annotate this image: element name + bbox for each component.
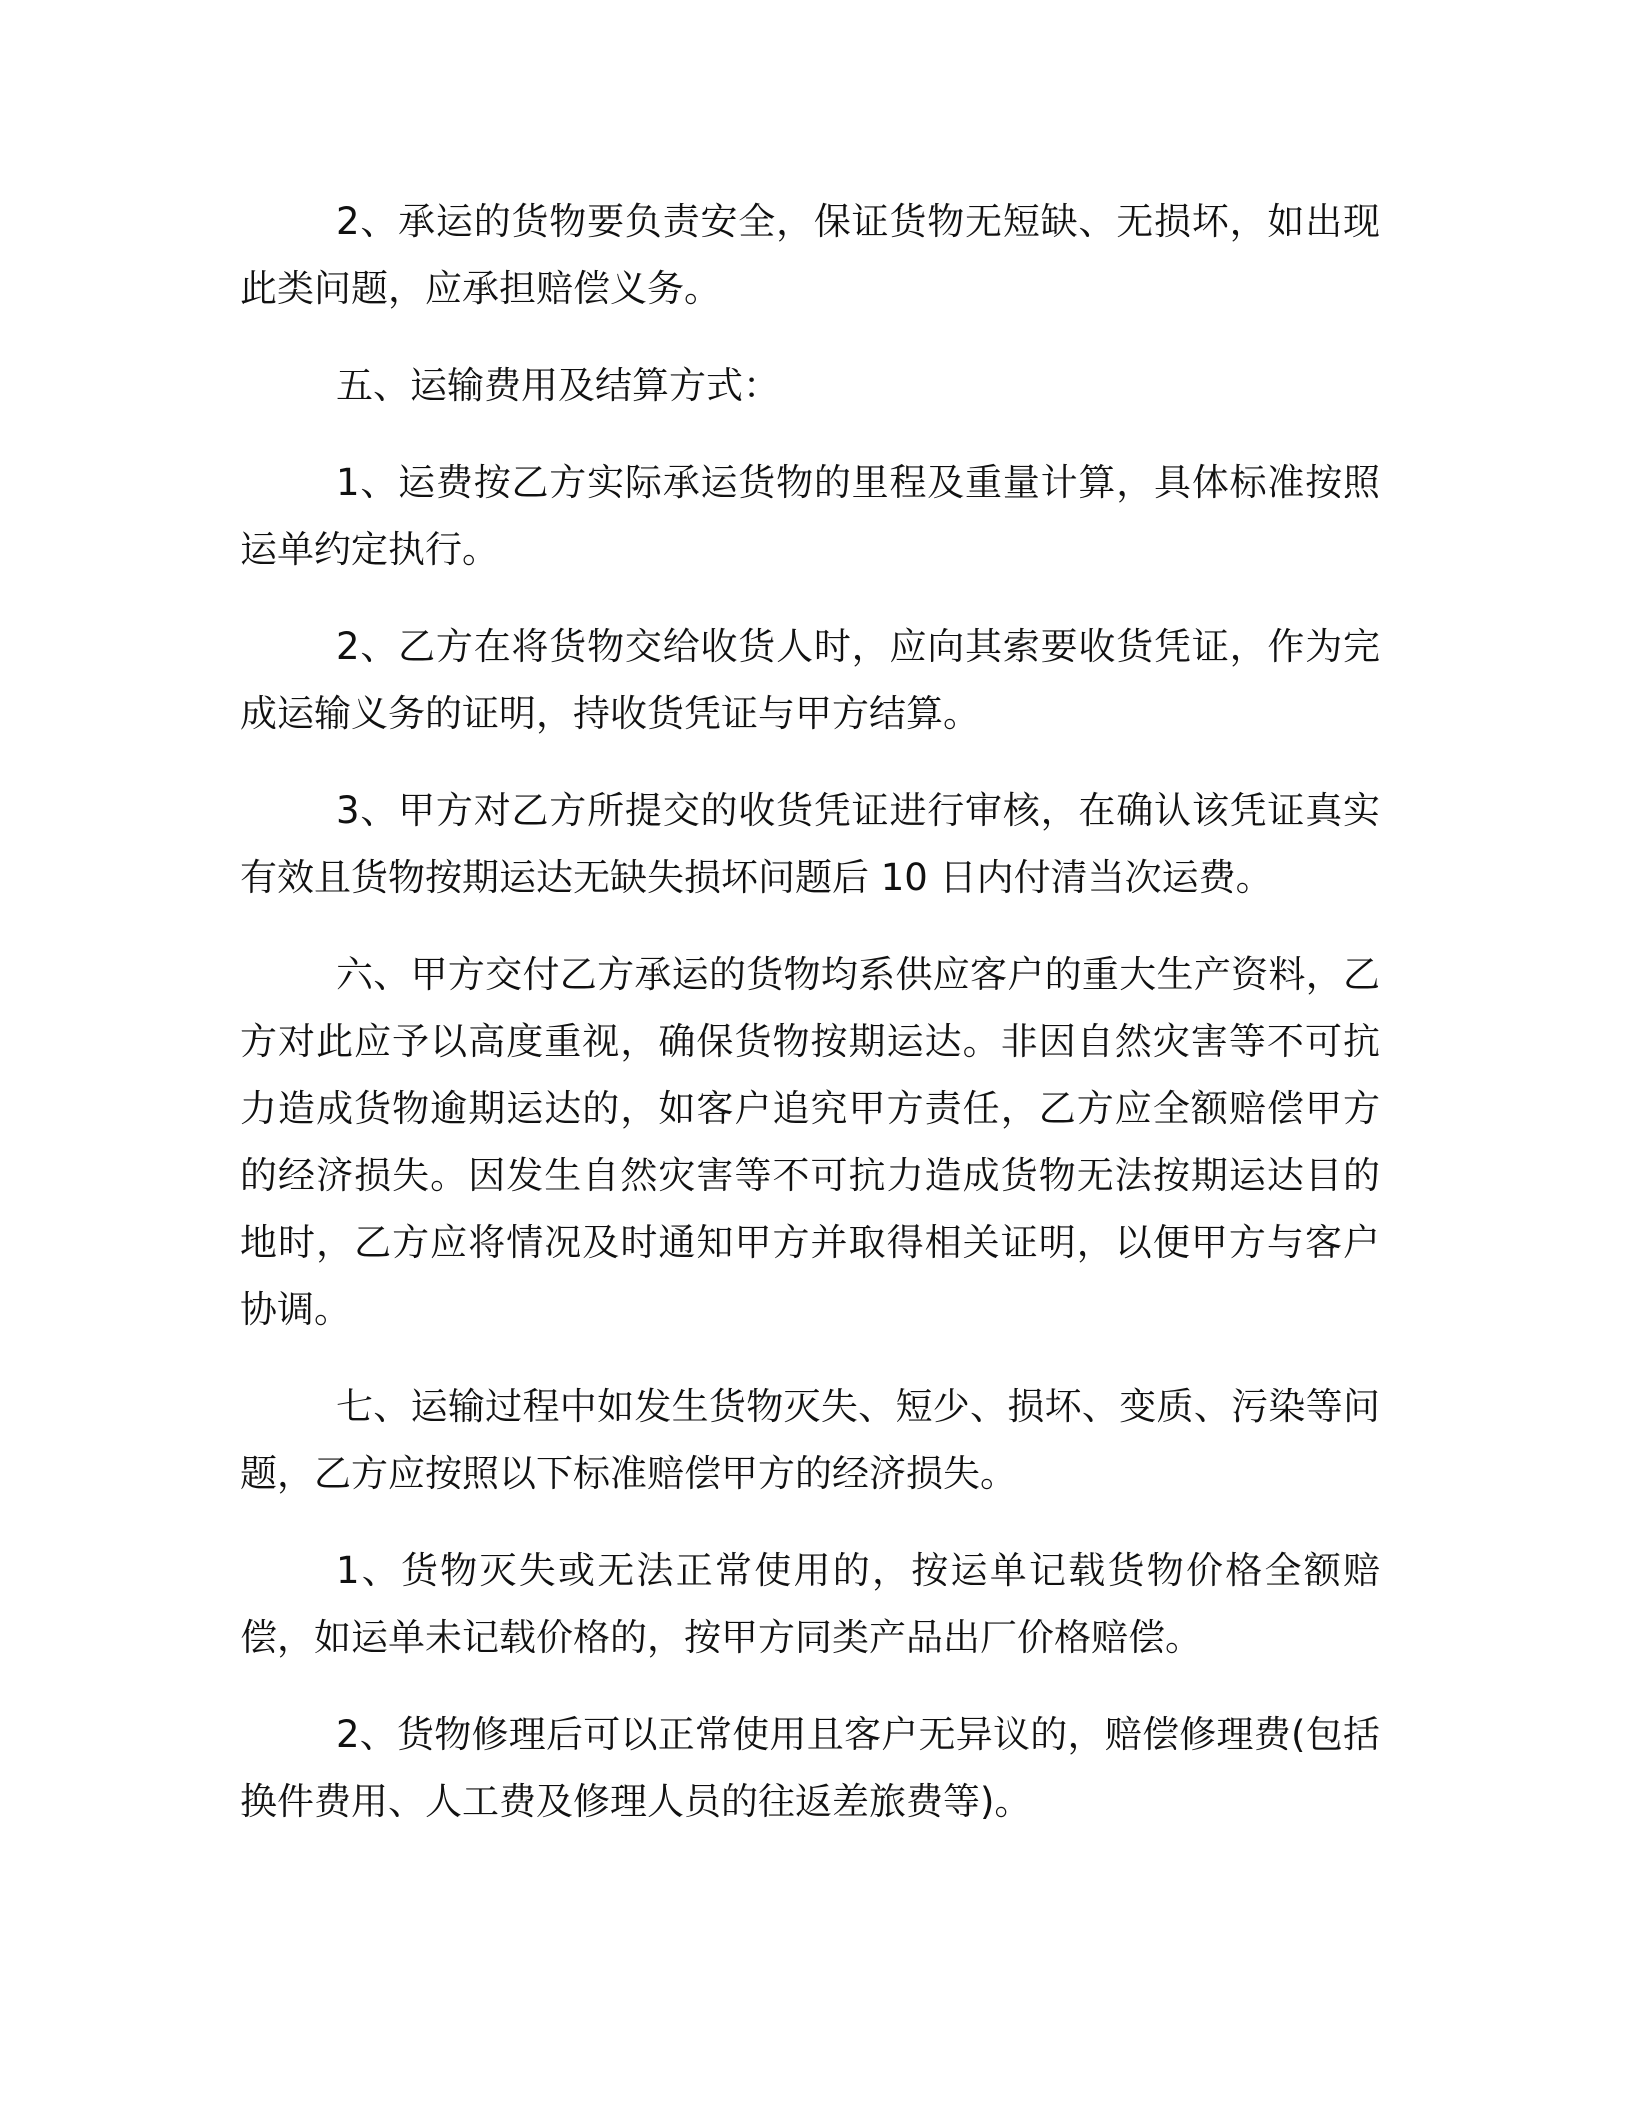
- paragraph-payment-review: 3、甲方对乙方所提交的收货凭证进行审核，在确认该凭证真实有效且货物按期运达无缺失损坏问题后 10 日内付清当次运费。: [240, 789, 1380, 899]
- section-paragraph-loss-compensation: 七、运输过程中如发生货物灭失、短少、损坏、变质、污染等问题，乙方应按照以下标准赔偿甲方的经济损失。: [240, 1385, 1380, 1495]
- paragraph-cargo-safety: 2、承运的货物要负责安全，保证货物无短缺、无损坏，如出现此类问题，应承担赔偿义务。: [240, 200, 1380, 310]
- section-heading-fees-settlement: 五、运输费用及结算方式：: [336, 364, 780, 407]
- paragraph-delivery-receipt: 2、乙方在将货物交给收货人时，应向其索要收货凭证，作为完成运输义务的证明，持收货凭证与甲方结算。: [240, 625, 1380, 735]
- document-page: [240, 188, 1380, 1865]
- section-paragraph-timely-delivery: 六、甲方交付乙方承运的货物均系供应客户的重大生产资料，乙方对此应予以高度重视，确保货物按期运达。非因自然灾害等不可抗力造成货物逾期运达的，如客户追究甲方责任，乙方应全额赔偿甲方的经济损失。因发生自然灾害等不可抗力造成货物无法按期运达目的地时，乙方应将情况及时通知甲方并取得相关证明，以便甲方与客户协调。: [240, 953, 1380, 1331]
- paragraph-loss-full-compensation: 1、货物灭失或无法正常使用的，按运单记载货物价格全额赔偿，如运单未记载价格的，按甲方同类产品出厂价格赔偿。: [240, 1549, 1380, 1659]
- paragraph-freight-calculation: 1、运费按乙方实际承运货物的里程及重量计算，具体标准按照运单约定执行。: [240, 461, 1380, 571]
- paragraph-repair-compensation: 2、货物修理后可以正常使用且客户无异议的，赔偿修理费(包括换件费用、人工费及修理人员的往返差旅费等)。: [240, 1713, 1380, 1823]
